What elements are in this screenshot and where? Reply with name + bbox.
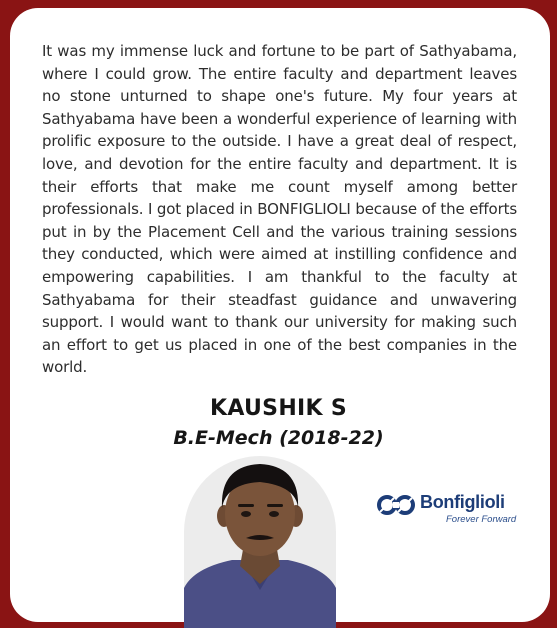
student-name: KAUSHIK S <box>210 396 347 421</box>
testimonial-quote: It was my immense luck and fortune to be part of Sathyabama, where I could grow. The entire faculty and department leaves no stone unturned to shape one's future. My four years at Sathyabama have been a wonderful experience of learning with prolific exposure to the outside. I have a great deal of respect, love, and devotion for the entire faculty and department. It is their efforts that make me count myself among better professionals. I got placed in BONFIGLIOLI because of the efforts put in by the Placement Cell and the various training sessions they conducted, which were aimed at instilling confidence and empowering capabilities. I am thankful to the faculty at Sathyabama for their steadfast guidance and unwavering support. I would want to thank our university for making such an effort to get us placed in one of the best companies in the world. <box>42 42 517 377</box>
company-logo <box>376 490 526 536</box>
bonfiglioli-gear-mark-icon <box>376 494 416 516</box>
student-course: B.E-Mech (2018-22) <box>173 427 384 449</box>
company-logo-name: Bonfiglioli <box>420 492 505 512</box>
company-logo-tagline: Forever Forward <box>446 514 517 525</box>
student-photo <box>184 456 336 628</box>
